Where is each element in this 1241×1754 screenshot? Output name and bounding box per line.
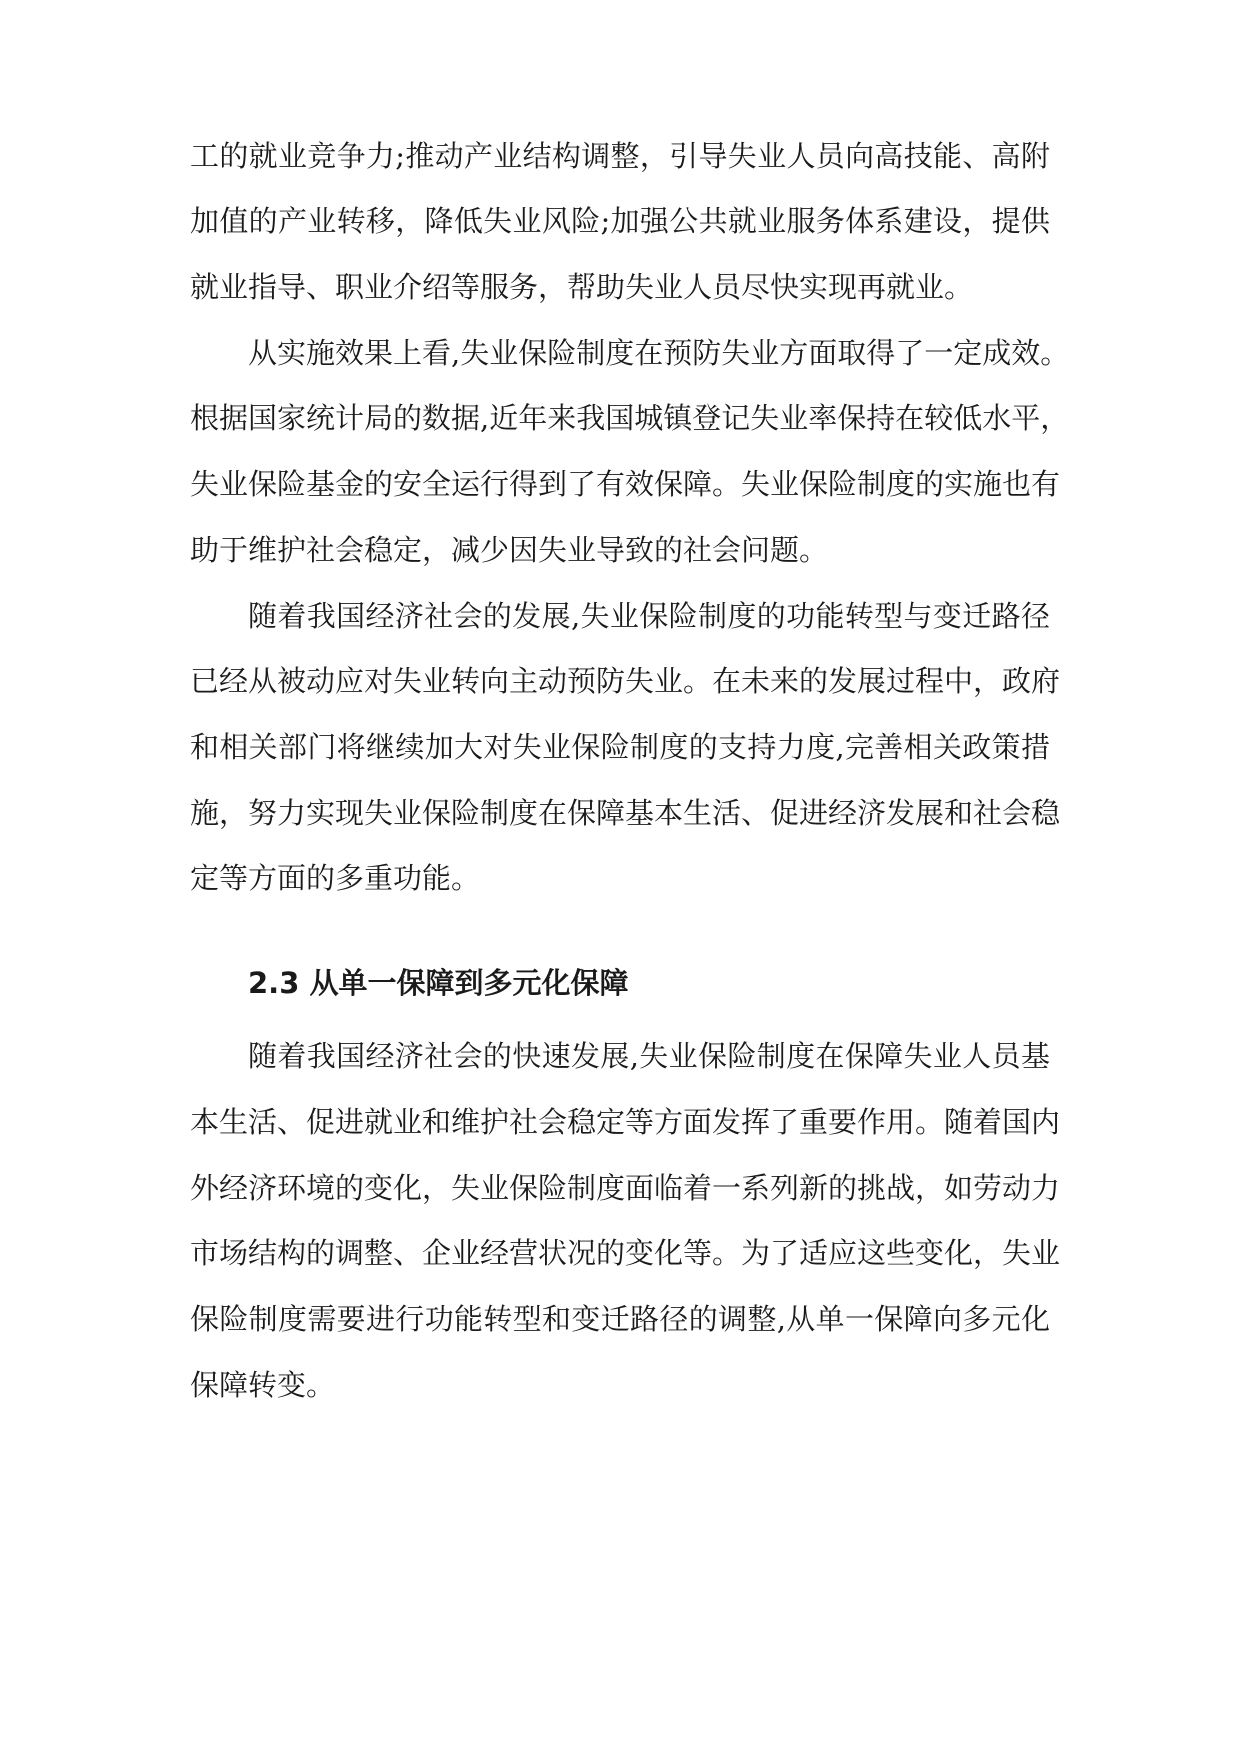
section-paragraph-line-4: 市场结构的调整、企业经营状况的变化等。为了适应这些变化，失业 (190, 1236, 1061, 1270)
paragraph-1-line-3: 就业指导、职业介绍等服务，帮助失业人员尽快实现再就业。 (190, 270, 974, 304)
paragraph-2-line-2: 根据国家统计局的数据,近年来我国城镇登记失业率保持在较低水平， (190, 401, 1070, 435)
section-paragraph-line-5: 保险制度需要进行功能转型和变迁路径的调整,从单一保障向多元化 (190, 1302, 1050, 1336)
section-paragraph-line-2: 本生活、促进就业和维护社会稳定等方面发挥了重要作用。随着国内 (190, 1105, 1061, 1139)
paragraph-1-line-2: 加值的产业转移，降低失业风险;加强公共就业服务体系建设，提供 (190, 204, 1050, 238)
paragraph-2-line-3: 失业保险基金的安全运行得到了有效保障。失业保险制度的实施也有 (190, 467, 1061, 501)
paragraph-3-line-1: 随着我国经济社会的发展,失业保险制度的功能转型与变迁路径 (248, 599, 1050, 633)
paragraph-3-line-4: 施，努力实现失业保险制度在保障基本生活、促进经济发展和社会稳 (190, 796, 1061, 830)
section-heading: 2.3 从单一保障到多元化保障 (248, 966, 629, 1000)
section-paragraph-line-3: 外经济环境的变化，失业保险制度面临着一系列新的挑战，如劳动力 (190, 1171, 1061, 1205)
paragraph-3-line-5: 定等方面的多重功能。 (190, 861, 481, 895)
paragraph-3-line-3: 和相关部门将继续加大对失业保险制度的支持力度,完善相关政策措 (190, 730, 1050, 764)
paragraph-2-line-4: 助于维护社会稳定，减少因失业导致的社会问题。 (190, 533, 829, 567)
paragraph-2-line-1: 从实施效果上看,失业保险制度在预防失业方面取得了一定成效。 (248, 336, 1070, 370)
paragraph-3-line-2: 已经从被动应对失业转向主动预防失业。在未来的发展过程中，政府 (190, 664, 1061, 698)
section-paragraph-line-6: 保障转变。 (190, 1368, 336, 1402)
section-paragraph-line-1: 随着我国经济社会的快速发展,失业保险制度在保障失业人员基 (248, 1039, 1050, 1073)
paragraph-1-line-1: 工的就业竞争力;推动产业结构调整，引导失业人员向高技能、高附 (190, 139, 1050, 173)
